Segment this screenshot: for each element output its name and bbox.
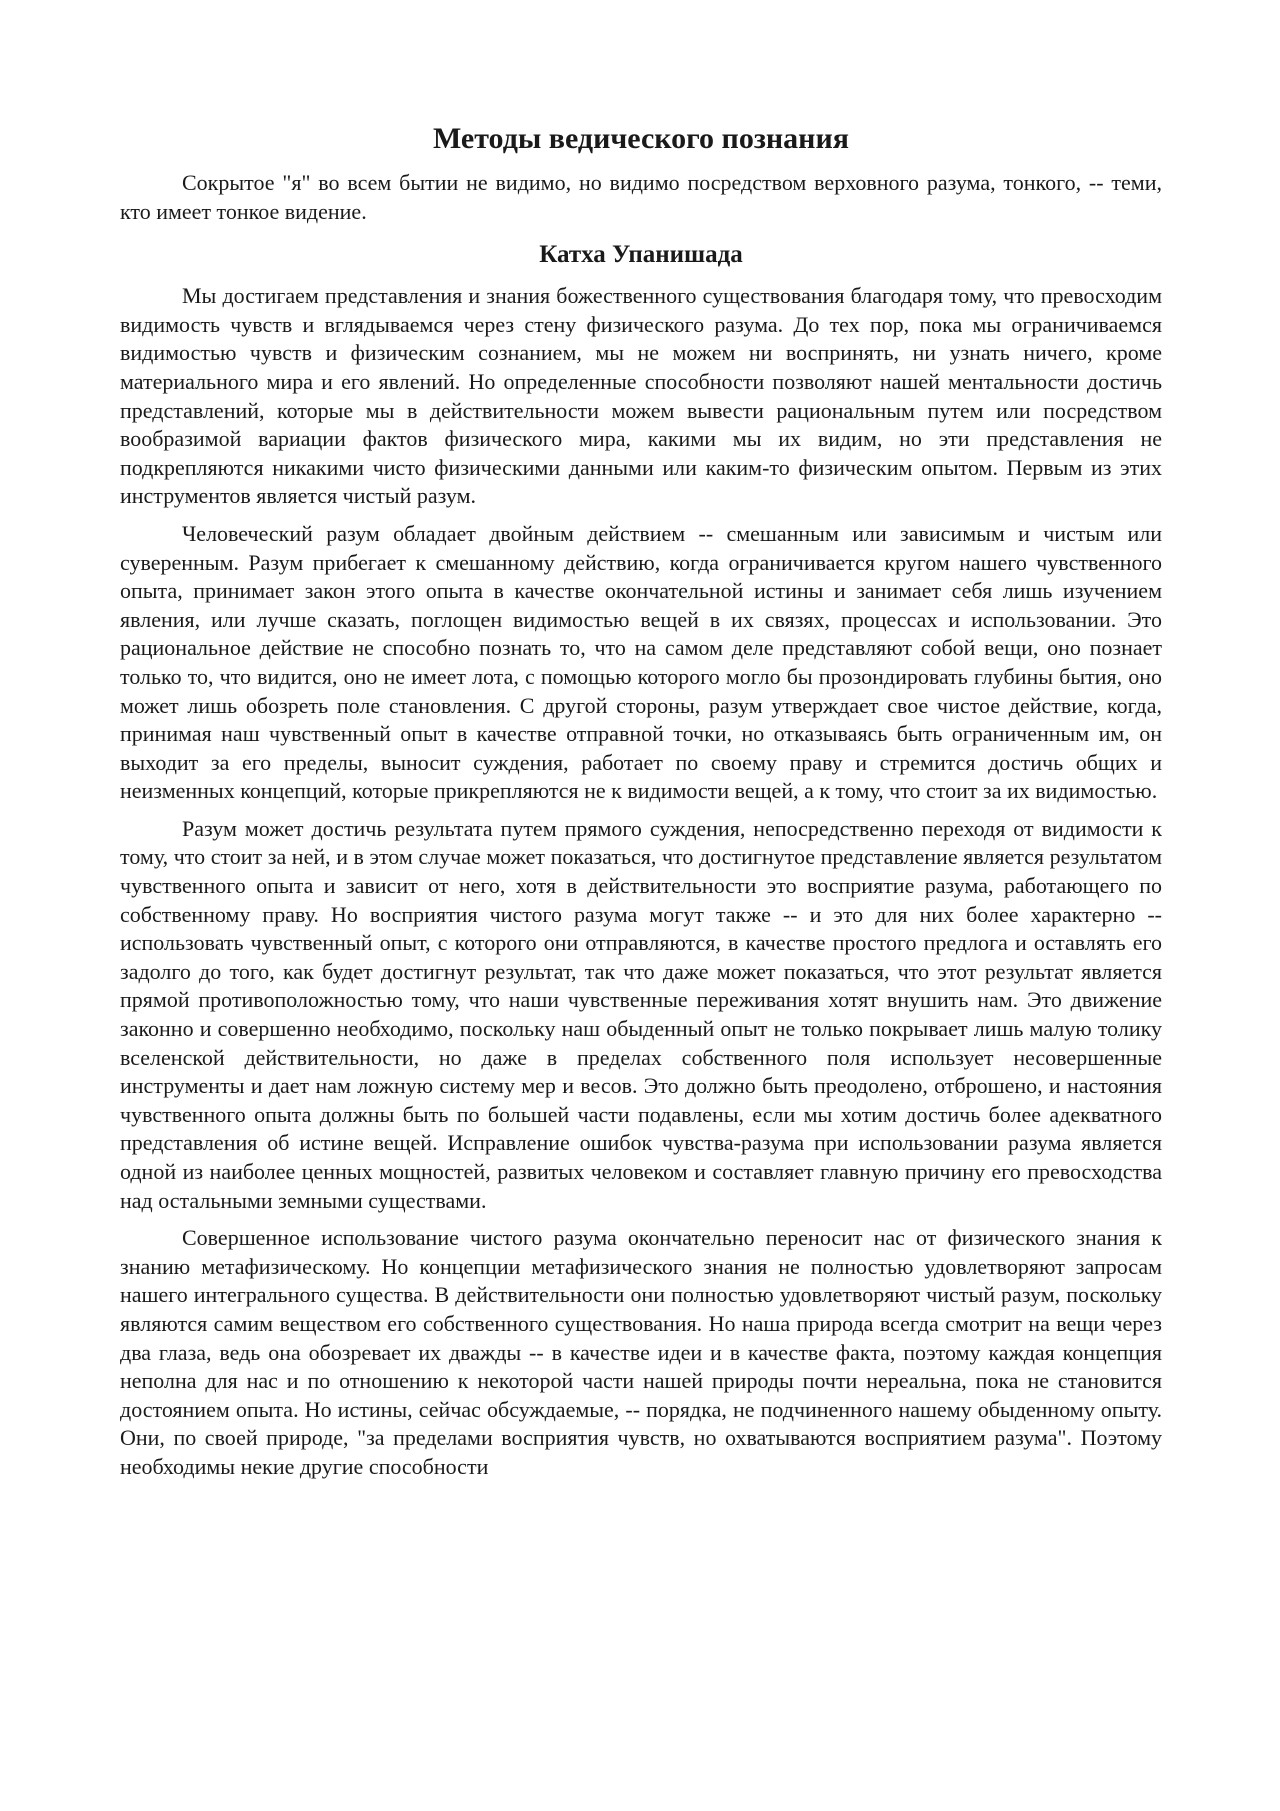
epigraph-paragraph: Сокрытое "я" во всем бытии не видимо, но видимо посредством верховного разума, тонкого, -- теми, кто имеет тонкое видение. bbox=[120, 170, 1162, 224]
epigraph-source: Катха Упанишада bbox=[539, 241, 743, 269]
body-paragraph: Разум может достичь результата путем прямого суждения, непосредственно переходя от видимости к тому, что стоит за ней, и в этом случае может показаться, что достигнутое представление является результатом чувственного опыта и зависит от него, хотя в действительности это восприятие разума, работающего по собственному праву. Но восприятия чистого разума могут также -- и это для них более характерно -- использовать чувственный опыт, с которого они отправляются, в качестве простого предлога и оставлять его задолго до того, как будет достигнут результат, так что даже может показаться, что этот результат является прямой противоположностью тому, что наши чувственные переживания хотят внушить нам. Это движение законно и совершенно необходимо, поскольку наш обыденный опыт не только покрывает лишь малую толику вселенской действительности, но даже в пределах собственного поля использует несовершенные инструменты и дает нам ложную систему мер и весов. Это должно быть преодолено, отброшено, и настояния чувственного опыта должны быть по большей части подавлены, если мы хотим достичь более адекватного представления об истине вещей. Исправление ошибок чувства-разума при использовании разума является одной из наиболее ценных мощностей, развитых человеком и составляет главную причину его превосходства над остальными земными существами. bbox=[120, 815, 1162, 1213]
document-title: Методы ведического познания bbox=[432, 122, 849, 155]
body-paragraph: Мы достигаем представления и знания божественного существования благодаря тому, что превосходим видимость чувств и вглядываемся через стену физического разума. До тех пор, пока мы ограничиваемся видимостью чувств и физическим сознанием, мы не можем ни воспринять, ни узнать ничего, кроме материального мира и его явлений. Но определенные способности позволяют нашей ментальности достичь представлений, которые мы в действительности можем вывести рациональным путем или посредством вообразимой вариации фактов физического мира, какими мы их видим, но эти представления не подкрепляются никакими чисто физическими данными или каким-то физическим опытом. Первым из этих инструментов является чистый разум. bbox=[120, 283, 1162, 509]
body-paragraph: Человеческий разум обладает двойным действием -- смешанным или зависимым и чистым или суверенным. Разум прибегает к смешанному действию, когда ограничивается кругом нашего чувственного опыта, принимает закон этого опыта в качестве окончательной истины и занимает себя лишь изучением явления, или лучше сказать, поглощен видимостью вещей в их связях, процессах и использовании. Это рациональное действие не способно познать то, что на самом деле представляют собой вещи, оно познает только то, что видится, оно не имеет лота, с помощью которого могло бы прозондировать глубины бытия, оно может лишь обозреть поле становления. С другой стороны, разум утверждает свое чистое действие, когда, принимая наш чувственный опыт в качестве отправной точки, но отказываясь быть ограниченным им, он выходит за его пределы, выносит суждения, работает по своему праву и стремится достичь общих и неизменных концепций, которые прикрепляются не к видимости вещей, а к тому, что стоит за их видимостью. bbox=[120, 520, 1162, 804]
document-body bbox=[120, 121, 1162, 1491]
body-paragraph: Совершенное использование чистого разума окончательно переносит нас от физического знания к знанию метафизическому. Но концепции метафизического знания не полностью удовлетворяют запросам нашего интегрального существа. В действительности они полностью удовлетворяют чистый разум, поскольку являются самим веществом его собственного существования. Но наша природа всегда смотрит на вещи через два глаза, ведь она обозревает их дважды -- в качестве идеи и в качестве факта, поэтому каждая концепция неполна для нас и по отношению к некоторой части нашей природы почти нереальна, пока не становится достоянием опыта. Но истины, сейчас обсуждаемые, -- порядка, не подчиненного нашему обыденному опыту. Они, по своей природе, "за пределами восприятия чувств, но охватываются восприятием разума". Поэтому необходимы некие другие способности bbox=[120, 1225, 1162, 1479]
